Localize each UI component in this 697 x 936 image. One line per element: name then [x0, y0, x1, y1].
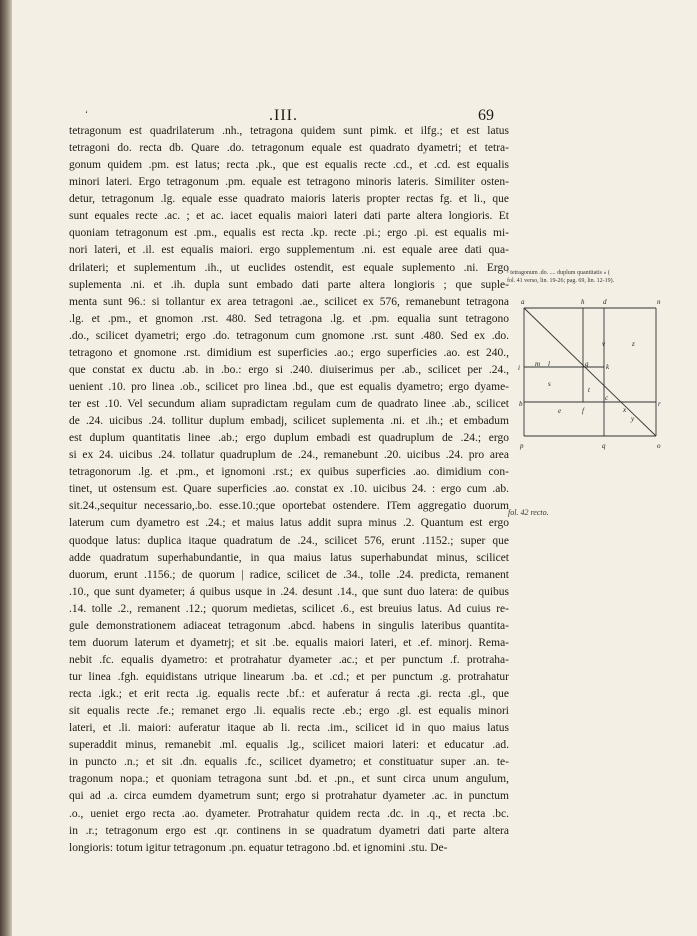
text-line: .lg. et .pm., et gnomon .rst. 480. Sed tetragona .lg. et .pm. equalia sunt tetragono	[69, 312, 509, 325]
text-line: laterum cum dyametro est .24.; et maius latus addit supra minus .2. Quantum est ergo	[69, 517, 509, 530]
section-number: .III.	[269, 107, 298, 124]
label-f: f	[582, 407, 584, 415]
label-p: p	[520, 442, 524, 450]
text-line: est duplum quantitatis linee .ab.; ergo duplum embadi est quadruplum de .24.; ergo	[69, 432, 509, 445]
text-line: in .r.; tetragonum ergo est .qr. continens in se quadratum dyametri dati parte altera	[69, 824, 509, 837]
text-line: duorum, erunt .1156.; de quorum | radice, scilicet de .34., tolle .24. predicta, remanent	[69, 568, 509, 581]
label-i: i	[518, 364, 520, 372]
text-line: in puncto .n.; et sit .dn. equalis .fc., scilicet dyametro; et constituatur super .an. te-	[69, 756, 509, 769]
text-line: .do., scilicet dyametri; ergo .do. tetragonum cum gnomone .rst. sunt .480. Sed ex .do.	[69, 329, 509, 342]
label-h: h	[581, 298, 585, 306]
label-d: d	[603, 298, 607, 306]
label-s: s	[548, 380, 551, 388]
text-line: .10., que sunt dyameter; á quibus usque in .24. desunt .14., que sunt duo latera: de quibus	[69, 585, 509, 598]
text-line: ter est .10. Vel secundum aliam supradictam regulam cum de quadrato linee .ab., scilicet	[69, 398, 509, 410]
book-page	[12, 0, 697, 936]
margin-reference-note: ¹ tetragonum .do. .... duplum quantitatis » ( fol. 41 verso, lin. 19-26; pag. 69, lin. 12-19).	[507, 270, 615, 284]
text-line: si ex 24. uicibus .24. tollatur quadruplum de .24., remanebunt .20. uicibus .24. pro area	[69, 449, 509, 462]
text-line: sit equalis recte .fe.; remanet ergo .li. equalis recte .eb.; ergo .gl. est equalis minori	[69, 705, 509, 718]
text-line: tetragoni do. recta db. Quare .do. tetragonum equale est quadrato dyametri; et tetra-	[69, 142, 509, 155]
text-line: adde quadratum superhabundantie, in qua maius latus superhabundat minus, scilicet	[69, 551, 509, 564]
text-line: superaddit minus, remanebit .ml. equalis .lg., scilicet maiori lateri: et educatur .ad.	[69, 739, 509, 752]
label-a: a	[521, 298, 525, 306]
label-k: k	[606, 363, 610, 371]
text-line: uenient .10. pro linea .ob., scilicet pro linea .bd., que est equalis dyametro; ergo dyame-	[69, 380, 509, 393]
label-x: x	[623, 406, 627, 414]
label-b: b	[519, 400, 523, 408]
text-line: .14. tolle .2., remanent .12.; quorum medietas, scilicet .6., est breuius latus. Ad cuius re-	[69, 602, 509, 615]
text-line: nebit .fc. equalis dyametro: et protrahatur dyameter .ac.; et per punctum .f. protraha-	[69, 653, 509, 666]
text-line: lateri, et .li. maiori: auferatur itaque ab li. recta .im., scilicet id in quo maius latus	[69, 722, 509, 735]
page-number: 69	[478, 107, 494, 124]
text-line: suplementa .ni. et .ih. dupla sunt embado dati parte altera longioris ; que suple-	[69, 278, 509, 291]
label-r: r	[658, 400, 661, 408]
label-g: g	[585, 360, 589, 368]
text-line: recta .igk.; et erit recta .ig. equalis recte .bf.: et auferatur á recta .gi. recta .gl., que	[69, 688, 509, 701]
text-line: que constat ex ductu .ab. in .bo.: ergo si .240. diuiserimus per .ab., scilicet per .24.,	[69, 363, 509, 376]
label-o: o	[657, 442, 661, 450]
folio-note: fol. 42 recto.	[508, 508, 549, 517]
text-line: .o., ueniet ergo recta .ao. dyameter. Protrahatur quidem recta .dc. in .q., et recta .bc.	[69, 807, 509, 820]
text-line: gule demonstrationem adiaceat tetragonum .abcd. habens in singulis lateribus quantita-	[69, 619, 509, 632]
text-line: drilateri; et suplementum .ih., ut euclides ostendit, est equale suplemento .ni. Ergo	[69, 261, 509, 274]
label-y: y	[631, 415, 635, 423]
text-line: tetragonum est quadrilaterum .nh., tetragona quidem sunt pimk. et ilfg.; et est latus	[69, 125, 509, 137]
text-line: quoniam tetragonum est .pm., equalis est recta .kp. recte .pi.; ergo .pi. est equalis mi-	[69, 227, 509, 240]
text-line: tetragono et gnomone .rst. dimidium est superficies .ao.; ergo superficies .ao. est 240.,	[69, 346, 509, 359]
text-line: nori lateri, et .il. est equalis maiori. ergo supplementum .ni. est equale aree dati qua-	[69, 244, 509, 257]
geometric-diagram	[506, 296, 671, 456]
text-line: sit.24.,sequitur necessario,.bo. esse.10.;que oportebat ostendere. ITem aggregatio duorum	[69, 500, 509, 513]
label-e: e	[558, 407, 562, 415]
label-c: c	[605, 394, 609, 402]
text-line: tragonum nopa.; et quoniam tetragona sunt .bd. et .pn., et sunt circa unum angulum,	[69, 773, 509, 786]
diameter-ao	[524, 308, 656, 436]
text-line: tur linea .fgh. equidistans utrique linearum .ba. et .cd.; et per punctum .g. protrahatur	[69, 671, 509, 683]
text-line: detur, tetragonum .lg. equale esse quadrato maioris lateris propter rectas fg. et li., que	[69, 193, 509, 206]
main-text-block	[69, 123, 509, 857]
text-line: sunt equales recte .ac. ; et ac. iacet equalis maiori lateri dati parte altera longioris. Et	[69, 210, 509, 223]
text-line: tinet, ut ostensum est. Quare superficies .ao. constat ex .10. uicibus 24. : ergo cum .ab.	[69, 483, 509, 496]
text-line: tem duorum laterum et dyametrj; et sit .be. equalis maiori lateri, et .ef. minorj. Rema-	[69, 636, 509, 649]
text-line: menta sunt 96.: si tollantur ex area tetragoni .ae., scilicet ex 576, remanebunt tetragona	[69, 295, 509, 308]
margin-mark: ‘	[85, 109, 88, 119]
label-q: q	[602, 442, 606, 450]
text-line: tetragonorum .lg. et .pm., et ignomoni .rst.; ex quibus superficies .ao. dimidium con-	[69, 466, 509, 479]
label-n: n	[657, 298, 661, 306]
text-line: gonum quidem .pm. est latus; recta .pk., que est equalis recte .cd., et .cd. est equalis	[69, 159, 509, 172]
label-v: v	[602, 340, 606, 348]
text-line: minori lateri. Ergo tetragonum .pm. equale est tetragono minoris lateris. Similiter osten-	[69, 176, 509, 189]
text-line: de .24. uicibus .24. tollitur duplum embadj, scilicet suplementa .ni. et .ih.; et embadum	[69, 415, 509, 428]
text-line: qui ad .a. circa eumdem dyametrum sunt; ergo si protrahatur dyameter .ac. in punctum	[69, 790, 509, 803]
label-m: m	[535, 360, 541, 368]
text-line: longioris: totum igitur tetragonum .pn. equatur tetragono .bd. et ignomini .stu. De-	[69, 841, 448, 854]
text-line: quodque latus: duplica itaque quadratum de .24., scilicet 576, erunt .1152.; super que	[69, 534, 509, 547]
label-l: l	[548, 360, 550, 368]
book-binding-shadow	[0, 0, 12, 936]
label-z: z	[632, 340, 635, 348]
label-t: t	[588, 386, 590, 394]
